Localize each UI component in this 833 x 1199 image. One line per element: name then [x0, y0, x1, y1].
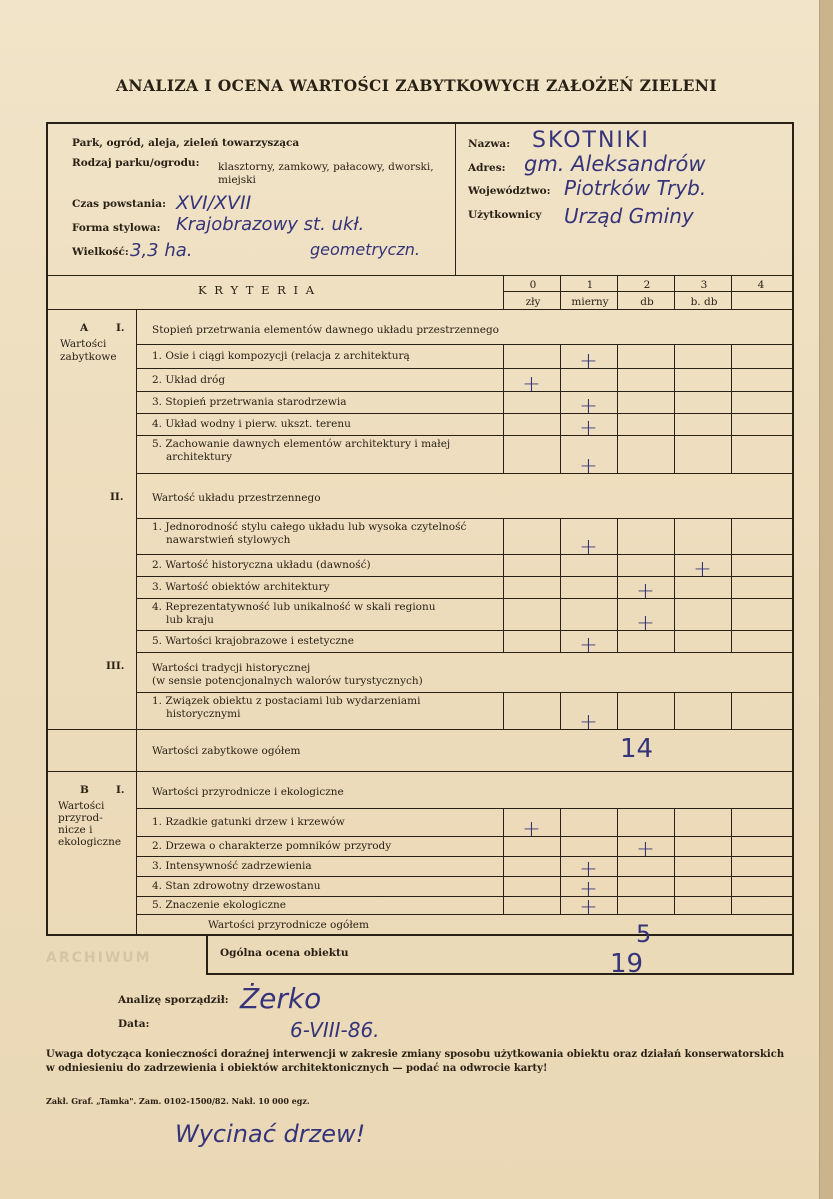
adres-value: gm. Aleksandrów	[524, 152, 706, 176]
wielkosc-label: Wielkość:	[72, 246, 129, 258]
uzytkownicy-label: Użytkownicy	[468, 209, 542, 221]
overall-value: 19	[610, 949, 644, 979]
score-mark-icon: +	[636, 837, 655, 862]
col-line	[731, 518, 732, 652]
line	[136, 692, 792, 693]
section-b-divider	[136, 772, 137, 934]
nazwa-value: SKOTNIKI	[532, 128, 650, 153]
score-mark-icon: +	[693, 557, 712, 582]
criterion-label-2: nawarstwień stylowych	[166, 534, 291, 546]
group-a3-heading-2: (w sensie potencjonalnych walorów turystycznych)	[152, 675, 423, 687]
park-label: Park, ogród, aleja, zieleń towarzysząca	[72, 137, 300, 149]
criterion-label: 1. Rzadkie gatunki drzew i krzewów	[152, 816, 345, 828]
rodzaj-label: Rodzaj parku/ogrodu:	[72, 157, 200, 169]
score-mark-icon: +	[579, 394, 598, 419]
score-mark-icon: +	[579, 710, 598, 735]
col-line	[674, 808, 675, 914]
line	[136, 344, 792, 345]
line	[136, 808, 792, 809]
uwaga-line-1: Uwaga dotycząca konieczności doraźnej interwencji w zakresie zmiany sposobu użytkowania obiektu oraz działań konserwatorskich	[46, 1049, 785, 1060]
section-b-letter: B	[80, 784, 89, 796]
line	[136, 518, 792, 519]
section-a-name: Wartości	[60, 338, 107, 350]
group-b1-heading: Wartości przyrodnicze i ekologiczne	[152, 786, 344, 798]
uzytkownicy-value: Urząd Gminy	[564, 204, 694, 228]
paper-edge	[819, 0, 833, 1199]
criterion-label-2: lub kraju	[166, 614, 214, 626]
section-b-total-label: Wartości przyrodnicze ogółem	[208, 919, 369, 931]
section-a-letter: A	[80, 322, 89, 334]
row-line	[136, 729, 792, 730]
col-line	[617, 275, 618, 310]
criterion-label: 2. Drzewa o charakterze pomników przyrody	[152, 840, 392, 852]
score-mark-icon: +	[579, 416, 598, 441]
criterion-label: 5. Wartości krajobrazowe i estetyczne	[152, 635, 354, 647]
col-line	[560, 692, 561, 729]
kryteria-label: K R Y T E R I A	[198, 283, 317, 297]
analize-signature: Żerko	[240, 982, 322, 1015]
criterion-label: 4. Stan zdrowotny drzewostanu	[152, 880, 321, 892]
adres-label: Adres:	[468, 162, 506, 174]
criterion-label: 2. Wartość historyczna układu (dawność)	[152, 559, 371, 571]
row-line	[136, 856, 792, 857]
col-line	[560, 808, 561, 914]
kryteria-bottom-line	[48, 309, 792, 310]
kryteria-mid-line	[503, 291, 792, 292]
col-line	[560, 518, 561, 652]
score-mark-icon: +	[522, 372, 541, 397]
col-0-num: 0	[529, 279, 537, 291]
col-3-num: 3	[700, 279, 708, 291]
wielkosc-value: 3,3 ha.	[130, 240, 193, 261]
section-a-total-label: Wartości zabytkowe ogółem	[152, 745, 301, 757]
col-line	[674, 275, 675, 310]
criterion-label-2: architektury	[166, 451, 233, 463]
score-mark-icon: +	[579, 349, 598, 374]
col-line	[617, 692, 618, 729]
section-a-roman: I.	[116, 322, 125, 334]
col-line	[674, 518, 675, 652]
score-mark-icon: +	[579, 857, 598, 882]
col-1-name: mierny	[571, 296, 609, 308]
row-line	[136, 435, 792, 436]
section-a-inner-line	[48, 729, 136, 730]
score-mark-icon: +	[579, 895, 598, 920]
score-mark-icon: +	[579, 454, 598, 479]
section-ab-line	[48, 771, 792, 772]
header-divider	[455, 124, 456, 275]
analize-label: Analizę sporządził:	[118, 994, 229, 1006]
row-line	[136, 836, 792, 837]
section-a-total-value: 14	[620, 734, 654, 764]
row-line	[136, 554, 792, 555]
section-b-name-3: nicze i	[58, 824, 93, 836]
nazwa-label: Nazwa:	[468, 138, 511, 150]
form-title: ANALIZA I OCENA WARTOŚCI ZABYTKOWYCH ZAŁOŻEŃ ZIELENI	[115, 76, 717, 95]
group-a2-heading: Wartość układu przestrzennego	[152, 492, 321, 504]
col-3-name: b. db	[690, 296, 718, 308]
score-mark-icon: +	[636, 611, 655, 636]
group-a1-heading: Stopień przetrwania elementów dawnego układu przestrzennego	[152, 324, 499, 336]
criterion-label: 1. Jednorodność stylu całego układu lub wysoka czytelność	[152, 521, 467, 533]
criterion-label: 3. Stopień przetrwania starodrzewia	[152, 396, 347, 408]
criterion-label-2: historycznymi	[166, 708, 241, 720]
header-bottom-line	[48, 275, 792, 276]
section-b-total-value: 5	[636, 920, 652, 948]
criterion-label: 4. Reprezentatywność lub unikalność w skali regionu	[152, 601, 436, 613]
section-a-roman-2: II.	[110, 491, 124, 503]
col-line	[560, 344, 561, 473]
col-line	[617, 344, 618, 473]
row-line	[136, 391, 792, 392]
row-line	[136, 413, 792, 414]
handwritten-note: Wycinać drzew!	[175, 1120, 366, 1148]
criterion-label: 3. Intensywność zadrzewienia	[152, 860, 312, 872]
criterion-label: 5. Znaczenie ekologiczne	[152, 899, 287, 911]
col-2-num: 2	[643, 279, 651, 291]
criterion-label: 4. Układ wodny i pierw. ukszt. terenu	[152, 418, 351, 430]
evaluation-table	[46, 122, 794, 948]
rodzaj-options-2: miejski	[218, 174, 256, 186]
col-0-name: zły	[525, 296, 541, 308]
data-value: 6-VIII-86.	[290, 1018, 380, 1042]
forma-value-extra: geometryczn.	[310, 240, 420, 259]
col-4-num: 4	[757, 279, 765, 291]
wojewodztwo-value: Piotrków Tryb.	[564, 176, 707, 200]
uwaga-line-2: w odniesieniu do zadrzewienia i obiektów architektonicznych — podać na odwrocie karty!	[46, 1063, 548, 1074]
section-b-name-4: ekologiczne	[58, 836, 122, 848]
col-line	[731, 808, 732, 914]
col-line	[503, 518, 504, 652]
forma-value: Krajobrazowy st. ukł.	[176, 214, 365, 235]
col-line	[560, 275, 561, 310]
criterion-label: 3. Wartość obiektów architektury	[152, 581, 330, 593]
col-line	[617, 808, 618, 914]
col-line	[503, 808, 504, 914]
row-line	[136, 598, 792, 599]
row-line	[136, 368, 792, 369]
czas-label: Czas powstania:	[72, 198, 166, 210]
section-b-roman: I.	[116, 784, 125, 796]
row-line	[136, 652, 792, 653]
score-mark-icon: +	[579, 877, 598, 902]
row-line	[136, 896, 792, 897]
criterion-label: 1. Osie i ciągi kompozycji (relacja z architekturą	[152, 350, 410, 362]
overall-label: Ogólna ocena obiektu	[220, 947, 349, 959]
section-b-name: Wartości	[58, 800, 105, 812]
col-line	[617, 518, 618, 652]
col-line	[731, 275, 732, 310]
wojewodztwo-label: Województwo:	[468, 185, 551, 197]
col-line	[674, 344, 675, 473]
score-mark-icon: +	[579, 633, 598, 658]
czas-value: XVI/XVII	[176, 192, 252, 214]
overall-box	[206, 935, 794, 979]
print-info: Zakł. Graf. „Tamka". Zam. 0102-1500/82. Nakł. 10 000 egz.	[46, 1096, 310, 1106]
row-line	[136, 876, 792, 877]
score-mark-icon: +	[579, 535, 598, 560]
col-line	[503, 275, 504, 310]
forma-label: Forma stylowa:	[72, 222, 161, 234]
score-mark-icon: +	[636, 579, 655, 604]
score-mark-icon: +	[522, 817, 541, 842]
col-line	[731, 344, 732, 473]
col-1-num: 1	[586, 279, 594, 291]
col-line	[674, 692, 675, 729]
group-a3-heading: Wartości tradycji historycznej	[152, 662, 311, 674]
row-line	[136, 473, 792, 474]
col-2-name: db	[640, 296, 654, 308]
section-a-name-2: zabytkowe	[60, 351, 117, 363]
row-line	[136, 914, 792, 915]
row-line	[136, 630, 792, 631]
col-line	[503, 344, 504, 473]
criterion-label: 5. Zachowanie dawnych elementów architektury i małej	[152, 438, 451, 450]
archive-stamp: ARCHIWUM	[46, 950, 152, 966]
data-label: Data:	[118, 1018, 150, 1030]
criterion-label: 2. Układ dróg	[152, 373, 226, 386]
criterion-label: 1. Związek obiektu z postaciami lub wydarzeniami	[152, 695, 421, 707]
col-line	[731, 692, 732, 729]
rodzaj-options: klasztorny, zamkowy, pałacowy, dworski,	[218, 161, 434, 173]
section-a-roman-3: III.	[106, 660, 125, 672]
section-b-name-2: przyrod-	[58, 812, 103, 824]
col-line	[503, 692, 504, 729]
section-a-divider	[136, 310, 137, 771]
